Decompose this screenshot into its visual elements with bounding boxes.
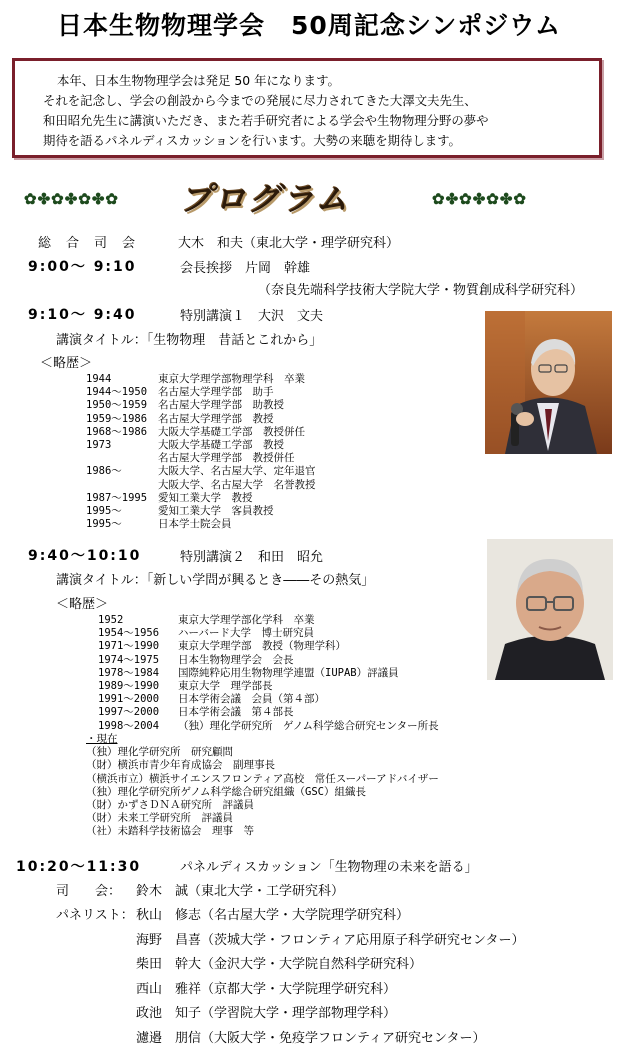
history-year: 1950～1959 (86, 399, 148, 412)
history-year: 1991～2000 (98, 693, 160, 706)
chair-label: 総 合 司 会 (38, 236, 137, 251)
page-title: 日本生物物理学会 50周記念シンポジウム (57, 11, 561, 40)
history-row (98, 693, 439, 706)
history-row (98, 627, 439, 640)
current-label: ・現在 (86, 733, 118, 745)
history-year: 1973 (86, 439, 112, 452)
history-desc: （独）理化学研究所 ゲノム科学総合研究センター所長 (178, 719, 439, 732)
history-desc: 東京大学 理学部長 (178, 680, 273, 693)
chair-name: 大木 和夫（東北大学・理学研究科） (178, 236, 400, 251)
panelist: 秋山 修志（名古屋大学・大学院理学研究科） (136, 908, 410, 923)
history-row (86, 413, 316, 426)
history-year: 1971～1990 (98, 640, 160, 653)
current-position: （横浜市立）横浜サイエンスフロンティア高校 常任スーパーアドバイザー (86, 772, 439, 785)
current-position: （財）かずさＤＮＡ研究所 評議員 (86, 799, 254, 812)
history-year: 1986～ (86, 465, 122, 478)
history-row (86, 452, 316, 465)
opening-text: 会長挨拶 片岡 幹雄 (180, 261, 311, 276)
moderator-name: 鈴木 誠（東北大学・工学研究科） (136, 884, 345, 899)
decoration-right: ✿✤✿✤✿✤✿ (432, 190, 527, 208)
history-desc: 大阪大学基礎工学部 教授 (158, 439, 284, 452)
lecture1-history (86, 373, 316, 531)
panelists-list (136, 904, 524, 1052)
lecture2-history (98, 614, 439, 733)
panel-text: パネルディスカッション「生物物理の未来を語る」 (180, 860, 478, 875)
lecture1-title: 講演タイトル：「生物物理 昔話とこれから」 (56, 333, 323, 348)
history-row (86, 505, 316, 518)
history-desc: 名古屋大学理学部 助手 (158, 386, 274, 399)
history-desc: 愛知工業大学 教授 (158, 491, 253, 504)
history-desc: 大阪大学、名古屋大学、定年退官 (158, 465, 316, 478)
intro-line: 和田昭允先生に講演いただき、また若手研究者による学会や生物物理分野の夢や (43, 113, 489, 128)
lecture2-text: 特別講演２ 和田 昭允 (180, 550, 324, 565)
history-row (86, 492, 316, 505)
opening-time: 9:00～ 9:10 (28, 259, 137, 275)
history-year: 1959～1986 (86, 412, 148, 425)
history-year: 1987～1995 (86, 491, 148, 504)
panelist: 柴田 幹大（金沢大学・大学院自然科学研究科） (136, 957, 423, 973)
opening-affiliation: （奈良先端科学技術大学院大学・物質創成科学研究科） (258, 283, 584, 298)
history-desc: 日本学士院会員 (158, 518, 232, 531)
history-year: 1978～1984 (98, 666, 160, 679)
history-desc: 国際純粋応用生物物理学連盟（IUPAB）評議員 (178, 666, 399, 679)
history-row (98, 640, 439, 653)
history-row (86, 399, 316, 412)
history-desc: 日本学術会議 会員（第４部） (178, 693, 325, 706)
history-desc: 東京大学理学部 教授（物理学科） (178, 640, 346, 653)
history-year: 1974～1975 (98, 653, 160, 666)
history-year: 1989～1990 (98, 680, 160, 693)
history-year: 1995～ (86, 518, 122, 531)
lecture1-time: 9:10～ 9:40 (28, 307, 137, 323)
history-desc: 大阪大学基礎工学部 教授併任 (158, 425, 305, 438)
program-title: プログラム (180, 180, 350, 218)
history-year (86, 479, 158, 492)
history-row (98, 680, 439, 693)
lecture2-history-label: ＜略歴＞ (56, 597, 109, 612)
current-position: （財）横浜市青少年育成協会 副理事長 (86, 759, 275, 772)
current-position: （社）未踏科学技術協会 理事 等 (86, 825, 254, 838)
history-year: 1998～2004 (98, 719, 160, 732)
history-year (86, 452, 158, 465)
portrait-photo-wada (487, 539, 613, 680)
intro-line: 期待を語るパネルディスカッションを行います。大勢の来聴を期待します。 (43, 133, 461, 148)
current-position: （独）理化学研究所ゲノム科学総合研究組織（GSC）組織長 (86, 785, 366, 798)
history-desc: 名古屋大学理学部 教授 (158, 412, 274, 425)
panelist: 海野 昌喜（茨城大学・フロンティア応用原子科学研究センター） (136, 932, 525, 948)
history-desc: 名古屋大学理学部 教授併任 (158, 452, 295, 465)
lecture2-current (86, 733, 439, 839)
moderator-label: 司 会： (56, 884, 122, 899)
history-row (86, 465, 316, 478)
history-row (98, 614, 439, 627)
history-year: 1944～1950 (86, 386, 148, 399)
history-row (86, 386, 316, 399)
history-year: 1952 (98, 614, 124, 626)
intro-line: 本年、日本生物物理学会は発足 50 年になります。 (57, 73, 340, 88)
lecture2-time: 9:40～10:10 (28, 548, 142, 564)
intro-line: それを記念し、学会の創設から今までの発展に尽力されてきた大澤文夫先生、 (43, 93, 477, 108)
history-year: 1954～1956 (98, 627, 160, 640)
history-desc: ハーバード大学 博士研究員 (178, 627, 314, 640)
decoration-left: ✿✤✿✤✿✤✿ (24, 190, 119, 208)
lecture1-text: 特別講演１ 大沢 文夫 (180, 309, 324, 324)
history-row (86, 479, 316, 492)
panelists-label: パネリスト： (56, 908, 134, 923)
current-position: （独）理化学研究所 研究顧問 (86, 746, 233, 759)
history-year: 1995～ (86, 505, 122, 518)
portrait-photo-osawa (485, 311, 612, 454)
panelist: 政池 知子（学習院大学・理学部物理学科） (136, 1006, 397, 1022)
history-year: 1968～1986 (86, 425, 148, 438)
history-desc: 名古屋大学理学部 助教授 (158, 399, 284, 412)
history-desc: 愛知工業大学 客員教授 (158, 505, 274, 518)
history-row (86, 518, 316, 531)
history-year: 1997～2000 (98, 706, 160, 719)
panelist: 濾邉 朋信（大阪大学・免疫学フロンティア研究センター） (136, 1030, 486, 1046)
panel-time: 10:20～11:30 (16, 859, 142, 875)
history-desc: 日本生物物理学会 会長 (178, 653, 294, 666)
history-desc: 東京大学理学部化学科 卒業 (178, 614, 315, 626)
history-row (98, 654, 439, 667)
lecture1-history-label: ＜略歴＞ (40, 356, 93, 371)
history-row (98, 720, 439, 733)
history-desc: 大阪大学、名古屋大学 名誉教授 (158, 478, 316, 491)
history-row (86, 439, 316, 452)
intro-box (12, 58, 602, 158)
history-desc: 東京大学理学部物理学科 卒業 (158, 373, 305, 385)
history-row (98, 667, 439, 680)
panelist: 西山 雅祥（京都大学・大学院理学研究科） (136, 981, 397, 997)
lecture2-title: 講演タイトル：「新しい学問が興るとき――その熱気」 (56, 573, 375, 588)
history-row (86, 373, 316, 386)
history-row (98, 706, 439, 719)
history-row (86, 426, 316, 439)
history-desc: 日本学術会議 第４部長 (178, 706, 294, 719)
history-year: 1944 (86, 373, 112, 385)
current-position: （財）未来工学研究所 評議員 (86, 812, 233, 825)
